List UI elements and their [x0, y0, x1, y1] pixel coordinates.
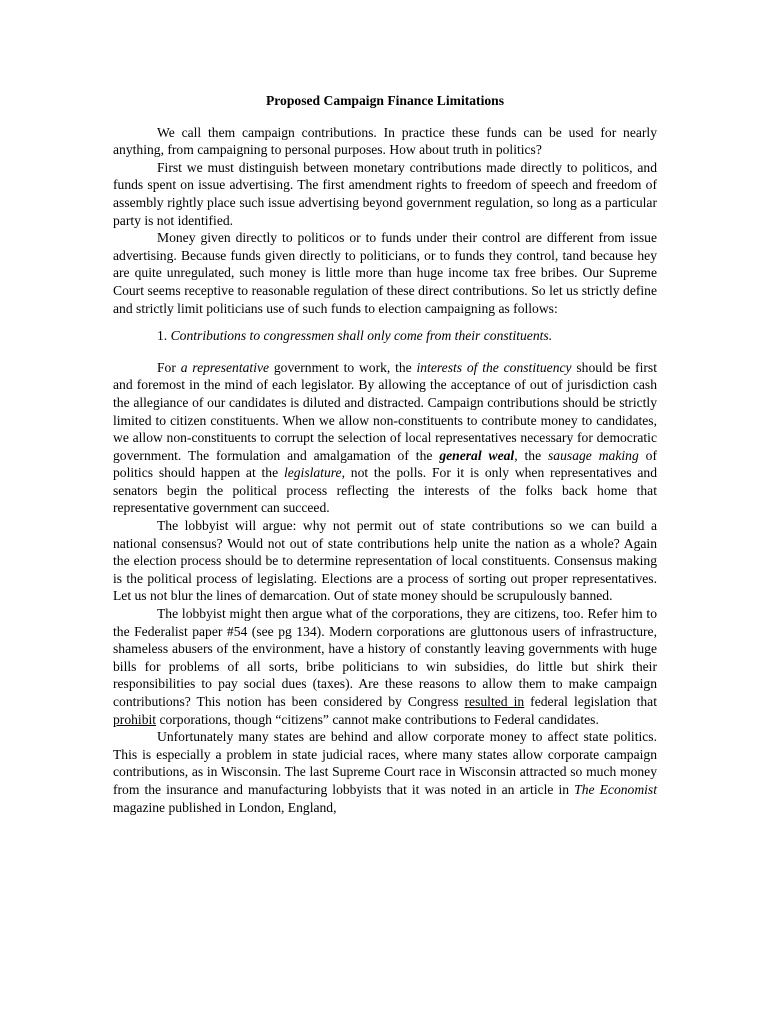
numbered-item-1 — [113, 327, 657, 345]
paragraph-6 — [113, 605, 657, 728]
italic-run: The Economist — [574, 781, 657, 797]
italic-run: a representative — [180, 359, 270, 375]
text-run: magazine published in London, England, — [113, 799, 337, 815]
document-body — [113, 92, 657, 816]
text-run: federal legislation that — [524, 694, 657, 709]
text-run: , the — [514, 447, 549, 463]
text-run: For — [157, 359, 181, 375]
text-run: Unfortunately many states are behind and allow corporate money to affect state politics. This is especially a problem in state judicial races, where many states allow corporate campaign contributions, as in Wisconsin. The last Supreme Court race in Wisconsin attracted so much money from the insurance and manufacturing lobbyists that it was noted in an article in — [113, 729, 657, 797]
paragraph-7 — [113, 728, 657, 816]
underlined-run: resulted in — [464, 694, 525, 709]
paragraph-2: First we must distinguish between monetary contributions made directly to politicos, and funds spent on issue advertising. The first amendment rights to freedom of speech and freedom of assembly rightly place such issue advertising beyond government regulation, so long as a particular party is not identified. — [113, 159, 657, 228]
text-run: should be first and foremost in the mind of each legislator. By allowing the acceptance of out of jurisdiction cash the allegiance of our candidates is diluted and distracted. Campaign contributions should be strictly limited to citizen constituents. When we allow non-constituents to contribute money to candidates, we allow non-constituents to corrupt the selection of local representatives necessary for democratic government. The formulation and amalgamation of the — [113, 359, 657, 463]
paragraph-5: The lobbyist will argue: why not permit out of state contributions so we can build a national consensus? Would not out of state contributions help unite the nation as a whole? Again the election process should be to determine representation of local constituents. Consensus making is the political process of legislating. Elections are a process of sorting out proper representatives. Let us not blur the lines of demarcation. Out of state money should be scrupulously banned. — [113, 518, 657, 604]
underlined-run: prohibit — [113, 711, 157, 727]
italic-run: interests of the constituency — [416, 359, 572, 375]
paragraph-4 — [113, 359, 657, 517]
bold-italic-run: general weal — [439, 447, 515, 463]
item-number: 1. — [157, 328, 168, 344]
italic-run: sausage making — [548, 447, 639, 463]
text-run: corporations, though “citizens” cannot make contributions to Federal candidates. — [156, 711, 599, 727]
paragraph-3: Money given directly to politicos or to funds under their control are different from issue advertising. Because funds given directly to politicians, or to funds they control, tand because hey are quite unregulated, such money is little more than huge income tax free bribes. Our Supreme Court seems receptive to reasonable regulation of these direct contributions. So let us strictly define and strictly limit politicians use of such funds to election campaigning as follows: — [113, 230, 657, 316]
text-run: The lobbyist might then argue what of the corporations, they are citizens, too. Refer him to the Federalist paper #54 (see pg 134). Modern corporations are gluttonous users of infrastructure, shameless abusers of the environment, have a history of constantly leaving governments with huge bills for problems of all sorts, bribe politicians to win subsidies, do little but shirk their responsibilities to pay social dues (taxes). Are these reasons to allow them to make campaign contributions? This notion has been considered by Congress — [113, 606, 657, 709]
item-text: Contributions to congressmen shall only come from their constituents. — [170, 328, 553, 344]
text-run: government to work, the — [269, 359, 417, 375]
document-title: Proposed Campaign Finance Limitations — [265, 93, 505, 108]
italic-run: legislature — [283, 465, 342, 481]
text-run: of politics should happen at the — [113, 447, 657, 481]
paragraph-1: We call them campaign contributions. In practice these funds can be used for nearly anything, from campaigning to personal purposes. How about truth in politics? — [113, 124, 657, 158]
text-run: , not the polls. For it is only when representatives and senators begin the political process reflecting the interests of the folks back home that representative government can succeed. — [113, 465, 657, 516]
